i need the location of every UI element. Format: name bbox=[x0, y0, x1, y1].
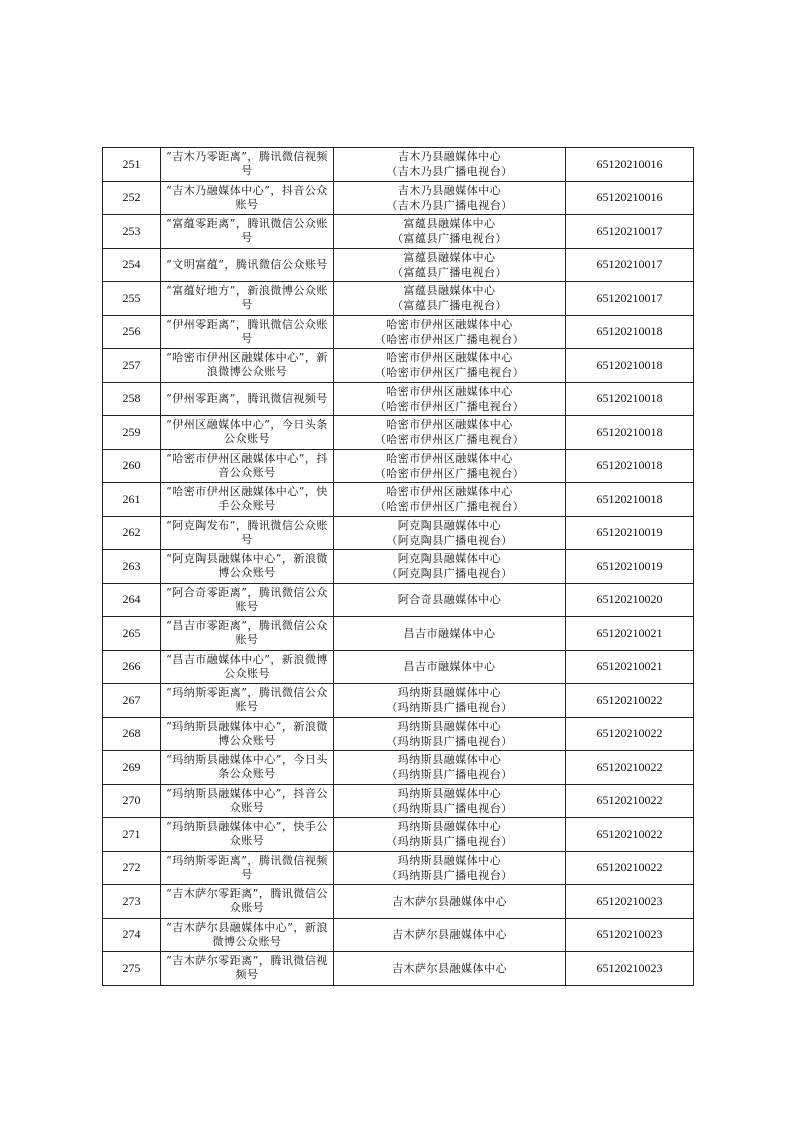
table-row bbox=[103, 282, 694, 316]
organization-name: 哈密市伊州区融媒体中心 bbox=[386, 351, 513, 365]
organization-cell bbox=[334, 315, 566, 349]
row-number: 268 bbox=[103, 717, 161, 751]
organization-name: 玛纳斯县融媒体中心 bbox=[397, 853, 502, 867]
organization-alias: （哈密市伊州区广播电视台） bbox=[374, 500, 525, 514]
organization-cell bbox=[334, 516, 566, 550]
row-number: 252 bbox=[103, 181, 161, 215]
organization-alias: （哈密市伊州区广播电视台） bbox=[374, 366, 525, 380]
license-code: 65120210021 bbox=[566, 617, 694, 651]
license-code: 65120210018 bbox=[566, 483, 694, 517]
license-code: 65120210016 bbox=[566, 148, 694, 182]
license-code: 65120210018 bbox=[566, 382, 694, 416]
organization-alias: （玛纳斯县广播电视台） bbox=[386, 801, 513, 815]
organization-name: 阿合奇县融媒体中心 bbox=[397, 593, 502, 607]
license-code: 65120210018 bbox=[566, 315, 694, 349]
organization-alias: （哈密市伊州区广播电视台） bbox=[374, 399, 525, 413]
row-number: 274 bbox=[103, 918, 161, 952]
license-code: 65120210018 bbox=[566, 416, 694, 450]
account-name: “伊州零距离”，腾讯微信视频号 bbox=[166, 391, 328, 405]
account-name-cell bbox=[161, 650, 334, 684]
account-name: “哈密市伊州区融媒体中心”，抖音公众账号 bbox=[166, 451, 328, 479]
account-name-cell bbox=[161, 483, 334, 517]
account-name: “玛纳斯零距离”，腾讯微信公众账号 bbox=[166, 686, 328, 714]
row-number: 254 bbox=[103, 248, 161, 282]
organization-cell bbox=[334, 751, 566, 785]
account-name: “玛纳斯县融媒体中心”，快手公众账号 bbox=[166, 820, 328, 848]
table-row bbox=[103, 215, 694, 249]
row-number: 251 bbox=[103, 148, 161, 182]
table-row bbox=[103, 449, 694, 483]
account-name-cell bbox=[161, 617, 334, 651]
row-number: 269 bbox=[103, 751, 161, 785]
account-name: “阿克陶发布”，腾讯微信公众账号 bbox=[166, 518, 328, 546]
row-number: 265 bbox=[103, 617, 161, 651]
organization-name: 玛纳斯县融媒体中心 bbox=[397, 719, 502, 733]
account-name-cell bbox=[161, 248, 334, 282]
table-row bbox=[103, 684, 694, 718]
organization-cell bbox=[334, 818, 566, 852]
account-name: “伊州区融媒体中心”，今日头条公众账号 bbox=[166, 418, 328, 446]
table-row bbox=[103, 416, 694, 450]
organization-name: 哈密市伊州区融媒体中心 bbox=[386, 384, 513, 398]
license-code: 65120210018 bbox=[566, 449, 694, 483]
table-row bbox=[103, 851, 694, 885]
organization-name: 阿克陶县融媒体中心 bbox=[397, 518, 502, 532]
organization-alias: （玛纳斯县广播电视台） bbox=[386, 701, 513, 715]
table-row bbox=[103, 617, 694, 651]
account-name: “昌吉市零距离”，腾讯微信公众账号 bbox=[166, 619, 328, 647]
row-number: 266 bbox=[103, 650, 161, 684]
organization-cell bbox=[334, 617, 566, 651]
account-name: “富蕴好地方”，新浪微博公众账号 bbox=[166, 284, 328, 312]
account-name-cell bbox=[161, 349, 334, 383]
row-number: 262 bbox=[103, 516, 161, 550]
license-code: 65120210022 bbox=[566, 684, 694, 718]
license-code: 65120210023 bbox=[566, 952, 694, 986]
account-name-cell bbox=[161, 851, 334, 885]
account-name: “吉木萨尔零距离”，腾讯微信公众账号 bbox=[166, 887, 328, 915]
row-number: 273 bbox=[103, 885, 161, 919]
row-number: 258 bbox=[103, 382, 161, 416]
organization-cell bbox=[334, 918, 566, 952]
table-row bbox=[103, 148, 694, 182]
row-number: 272 bbox=[103, 851, 161, 885]
account-name: “哈密市伊州区融媒体中心”，快手公众账号 bbox=[166, 485, 328, 513]
organization-alias: （哈密市伊州区广播电视台） bbox=[374, 466, 525, 480]
table-row bbox=[103, 583, 694, 617]
organization-cell bbox=[334, 650, 566, 684]
account-name-cell bbox=[161, 684, 334, 718]
account-name-cell bbox=[161, 885, 334, 919]
organization-name: 吉木乃县融媒体中心 bbox=[397, 183, 502, 197]
row-number: 270 bbox=[103, 784, 161, 818]
organization-alias: （吉木乃县广播电视台） bbox=[386, 198, 513, 212]
account-name-cell bbox=[161, 717, 334, 751]
row-number: 263 bbox=[103, 550, 161, 584]
account-name-cell bbox=[161, 751, 334, 785]
organization-name: 吉木萨尔县融媒体中心 bbox=[392, 894, 507, 908]
table-row bbox=[103, 483, 694, 517]
license-code: 65120210022 bbox=[566, 784, 694, 818]
organization-cell bbox=[334, 148, 566, 182]
organization-name: 富蕴县融媒体中心 bbox=[403, 284, 496, 298]
account-name-cell bbox=[161, 382, 334, 416]
organization-alias: （吉木乃县广播电视台） bbox=[386, 165, 513, 179]
organization-cell bbox=[334, 215, 566, 249]
license-code: 65120210016 bbox=[566, 181, 694, 215]
organization-name: 富蕴县融媒体中心 bbox=[403, 217, 496, 231]
account-name: “吉木乃零距离”，腾讯微信视频号 bbox=[166, 150, 328, 178]
organization-name: 阿克陶县融媒体中心 bbox=[397, 552, 502, 566]
license-code: 65120210022 bbox=[566, 751, 694, 785]
table-row bbox=[103, 181, 694, 215]
organization-name: 富蕴县融媒体中心 bbox=[403, 250, 496, 264]
row-number: 271 bbox=[103, 818, 161, 852]
account-name-cell bbox=[161, 416, 334, 450]
account-name: “玛纳斯县融媒体中心”，新浪微博公众账号 bbox=[166, 719, 328, 747]
account-name: “伊州零距离”，腾讯微信公众账号 bbox=[166, 317, 328, 345]
account-name: “阿合奇零距离”，腾讯微信公众账号 bbox=[166, 585, 328, 613]
organization-cell bbox=[334, 717, 566, 751]
account-name: “玛纳斯县融媒体中心”，今日头条公众账号 bbox=[166, 753, 328, 781]
organization-alias: （玛纳斯县广播电视台） bbox=[386, 835, 513, 849]
account-name: “文明富蕴”，腾讯微信公众账号 bbox=[166, 257, 328, 271]
organization-name: 吉木乃县融媒体中心 bbox=[397, 150, 502, 164]
organization-alias: （玛纳斯县广播电视台） bbox=[386, 768, 513, 782]
row-number: 261 bbox=[103, 483, 161, 517]
organization-cell bbox=[334, 885, 566, 919]
organization-cell bbox=[334, 349, 566, 383]
account-name: “吉木萨尔县融媒体中心”，新浪微博公众账号 bbox=[166, 920, 328, 948]
account-name: “哈密市伊州区融媒体中心”，新浪微博公众账号 bbox=[166, 351, 328, 379]
organization-cell bbox=[334, 483, 566, 517]
organization-cell bbox=[334, 416, 566, 450]
account-name-cell bbox=[161, 181, 334, 215]
table-row bbox=[103, 818, 694, 852]
organization-cell bbox=[334, 550, 566, 584]
organization-alias: （玛纳斯县广播电视台） bbox=[386, 868, 513, 882]
organization-name: 哈密市伊州区融媒体中心 bbox=[386, 485, 513, 499]
table-row bbox=[103, 918, 694, 952]
account-name-cell bbox=[161, 784, 334, 818]
organization-alias: （阿克陶县广播电视台） bbox=[386, 533, 513, 547]
organization-name: 哈密市伊州区融媒体中心 bbox=[386, 451, 513, 465]
row-number: 267 bbox=[103, 684, 161, 718]
account-name-cell bbox=[161, 952, 334, 986]
organization-alias: （富蕴县广播电视台） bbox=[392, 232, 507, 246]
organization-name: 玛纳斯县融媒体中心 bbox=[397, 753, 502, 767]
organization-alias: （哈密市伊州区广播电视台） bbox=[374, 332, 525, 346]
account-name-cell bbox=[161, 516, 334, 550]
organization-alias: （富蕴县广播电视台） bbox=[392, 265, 507, 279]
license-code: 65120210023 bbox=[566, 918, 694, 952]
row-number: 255 bbox=[103, 282, 161, 316]
account-name: “阿克陶县融媒体中心”，新浪微博公众账号 bbox=[166, 552, 328, 580]
license-code: 65120210017 bbox=[566, 215, 694, 249]
records-table-body bbox=[103, 148, 694, 986]
organization-alias: （阿克陶县广播电视台） bbox=[386, 567, 513, 581]
account-name-cell bbox=[161, 282, 334, 316]
license-code: 65120210017 bbox=[566, 282, 694, 316]
organization-cell bbox=[334, 181, 566, 215]
row-number: 256 bbox=[103, 315, 161, 349]
license-code: 65120210022 bbox=[566, 717, 694, 751]
account-name: “玛纳斯零距离”，腾讯微信视频号 bbox=[166, 853, 328, 881]
organization-cell bbox=[334, 684, 566, 718]
license-code: 65120210022 bbox=[566, 818, 694, 852]
organization-alias: （玛纳斯县广播电视台） bbox=[386, 734, 513, 748]
account-name-cell bbox=[161, 148, 334, 182]
organization-cell bbox=[334, 382, 566, 416]
account-name-cell bbox=[161, 583, 334, 617]
license-code: 65120210019 bbox=[566, 550, 694, 584]
organization-name: 吉木萨尔县融媒体中心 bbox=[392, 928, 507, 942]
table-row bbox=[103, 315, 694, 349]
table-row bbox=[103, 248, 694, 282]
row-number: 260 bbox=[103, 449, 161, 483]
organization-cell bbox=[334, 851, 566, 885]
organization-cell bbox=[334, 248, 566, 282]
license-code: 65120210022 bbox=[566, 851, 694, 885]
table-row bbox=[103, 550, 694, 584]
records-table bbox=[102, 147, 694, 986]
row-number: 264 bbox=[103, 583, 161, 617]
table-row bbox=[103, 516, 694, 550]
table-row bbox=[103, 952, 694, 986]
table-row bbox=[103, 885, 694, 919]
organization-cell bbox=[334, 583, 566, 617]
account-name-cell bbox=[161, 918, 334, 952]
organization-name: 玛纳斯县融媒体中心 bbox=[397, 820, 502, 834]
license-code: 65120210019 bbox=[566, 516, 694, 550]
account-name-cell bbox=[161, 449, 334, 483]
license-code: 65120210021 bbox=[566, 650, 694, 684]
organization-alias: （富蕴县广播电视台） bbox=[392, 299, 507, 313]
account-name-cell bbox=[161, 818, 334, 852]
organization-cell bbox=[334, 282, 566, 316]
organization-name: 哈密市伊州区融媒体中心 bbox=[386, 418, 513, 432]
organization-name: 昌吉市融媒体中心 bbox=[403, 626, 496, 640]
organization-alias: （哈密市伊州区广播电视台） bbox=[374, 433, 525, 447]
account-name: “富蕴零距离”，腾讯微信公众账号 bbox=[166, 217, 328, 245]
license-code: 65120210017 bbox=[566, 248, 694, 282]
license-code: 65120210018 bbox=[566, 349, 694, 383]
account-name: “玛纳斯县融媒体中心”，抖音公众账号 bbox=[166, 786, 328, 814]
organization-name: 哈密市伊州区融媒体中心 bbox=[386, 317, 513, 331]
table-row bbox=[103, 650, 694, 684]
row-number: 275 bbox=[103, 952, 161, 986]
table-row bbox=[103, 784, 694, 818]
organization-name: 昌吉市融媒体中心 bbox=[403, 660, 496, 674]
account-name-cell bbox=[161, 315, 334, 349]
license-code: 65120210020 bbox=[566, 583, 694, 617]
account-name: “吉木萨尔零距离”，腾讯微信视频号 bbox=[166, 954, 328, 982]
organization-cell bbox=[334, 952, 566, 986]
organization-cell bbox=[334, 784, 566, 818]
row-number: 253 bbox=[103, 215, 161, 249]
organization-name: 玛纳斯县融媒体中心 bbox=[397, 686, 502, 700]
organization-name: 吉木萨尔县融媒体中心 bbox=[392, 961, 507, 975]
organization-cell bbox=[334, 449, 566, 483]
account-name: “昌吉市融媒体中心”，新浪微博公众账号 bbox=[166, 652, 328, 680]
account-name: “吉木乃融媒体中心”，抖音公众账号 bbox=[166, 183, 328, 211]
license-code: 65120210023 bbox=[566, 885, 694, 919]
organization-name: 玛纳斯县融媒体中心 bbox=[397, 786, 502, 800]
table-row bbox=[103, 349, 694, 383]
table-row bbox=[103, 751, 694, 785]
row-number: 259 bbox=[103, 416, 161, 450]
table-row bbox=[103, 717, 694, 751]
row-number: 257 bbox=[103, 349, 161, 383]
table-row bbox=[103, 382, 694, 416]
account-name-cell bbox=[161, 215, 334, 249]
account-name-cell bbox=[161, 550, 334, 584]
